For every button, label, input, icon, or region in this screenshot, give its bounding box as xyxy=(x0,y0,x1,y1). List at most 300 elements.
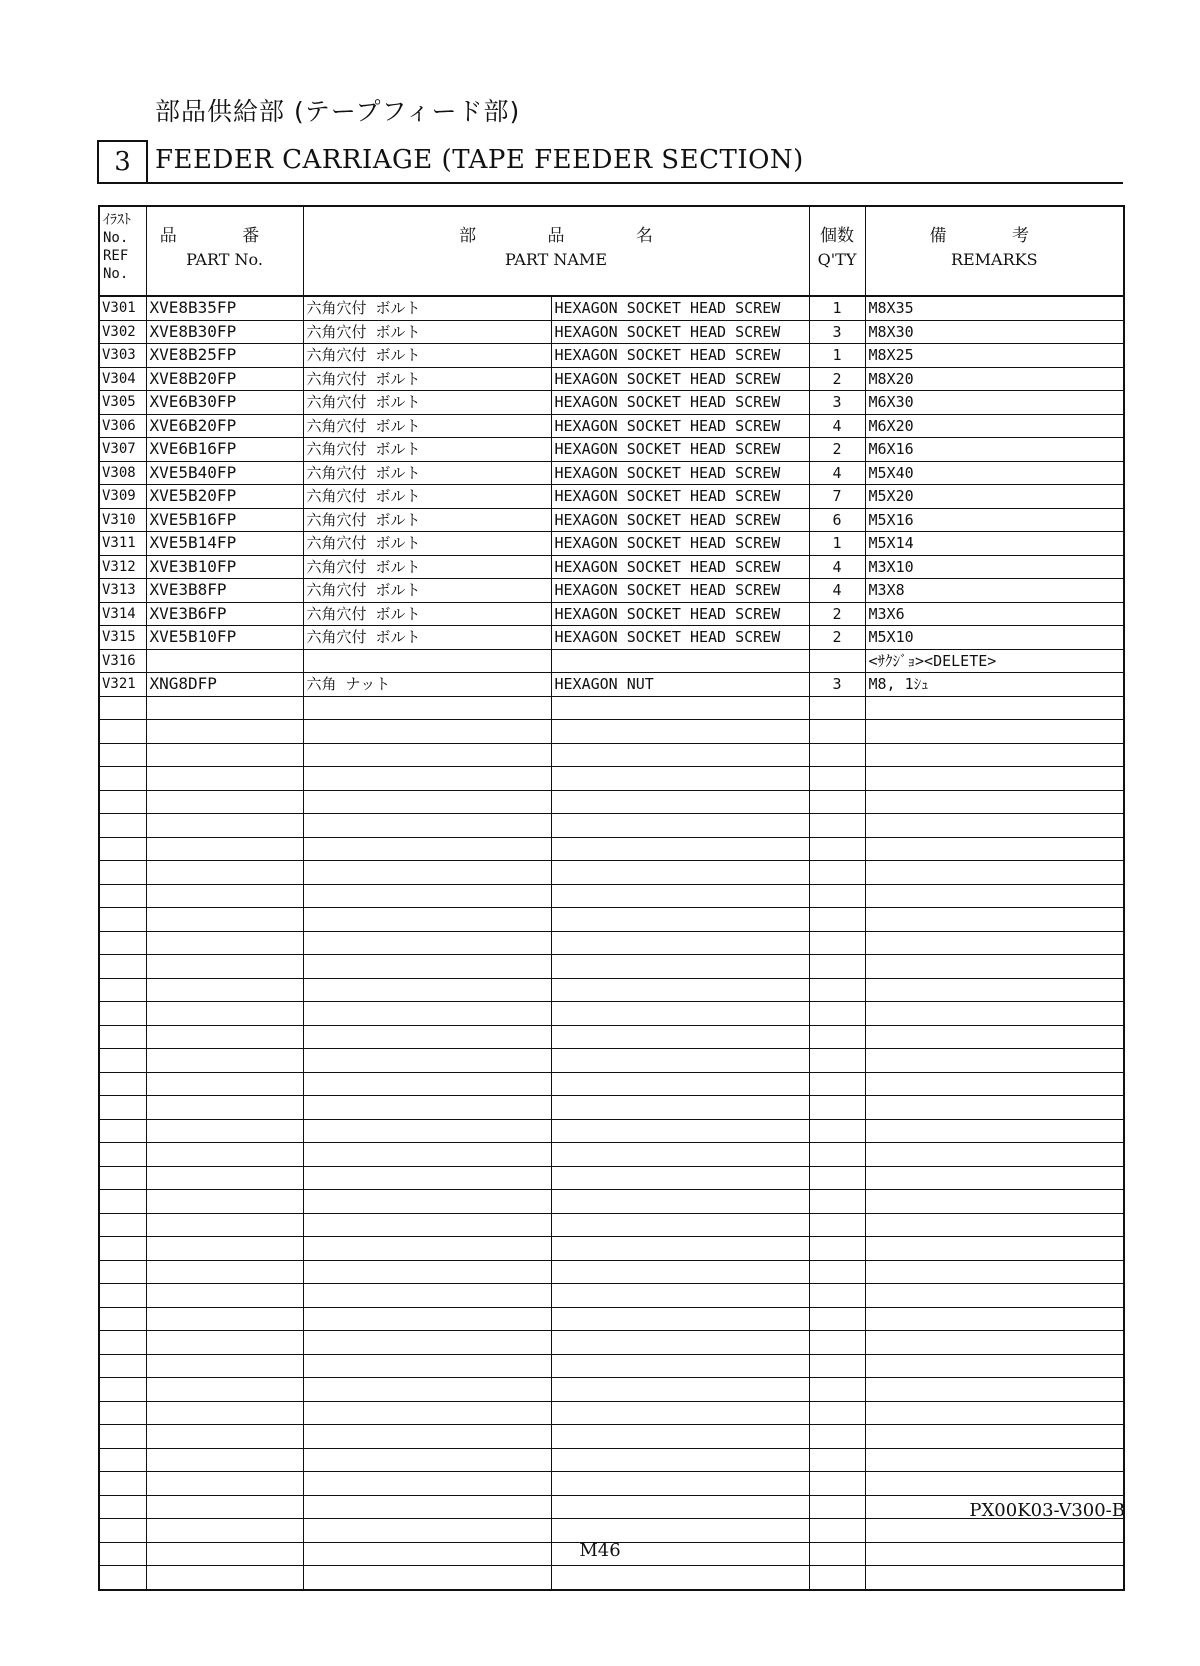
part-no-cell xyxy=(146,1190,303,1214)
table-row xyxy=(99,320,1124,344)
table-row xyxy=(99,602,1124,626)
part-name-jp-cell xyxy=(303,743,551,767)
ref-cell xyxy=(99,1237,146,1261)
part-name-jp-cell xyxy=(303,1354,551,1378)
header-remarks xyxy=(865,206,1124,296)
ref-cell xyxy=(99,767,146,791)
part-name-jp-cell xyxy=(303,931,551,955)
table-row xyxy=(99,1425,1124,1449)
qty-cell xyxy=(809,1049,865,1073)
part-no-cell xyxy=(146,837,303,861)
part-no-cell xyxy=(146,1331,303,1355)
part-name-en-cell xyxy=(551,1378,809,1402)
table-row xyxy=(99,696,1124,720)
part-name-jp-cell xyxy=(303,1072,551,1096)
part-name-en-cell: HEXAGON SOCKET HEAD SCREW xyxy=(551,391,809,415)
ref-cell xyxy=(99,955,146,979)
part-name-en-cell: HEXAGON SOCKET HEAD SCREW xyxy=(551,367,809,391)
remarks-cell xyxy=(865,1025,1124,1049)
table-row xyxy=(99,978,1124,1002)
part-no-cell xyxy=(146,814,303,838)
header-qty-en: Q'TY xyxy=(817,250,857,269)
qty-cell xyxy=(809,1284,865,1308)
part-name-en-cell xyxy=(551,1002,809,1026)
part-name-en-cell: HEXAGON SOCKET HEAD SCREW xyxy=(551,508,809,532)
part-no-cell: XVE6B30FP xyxy=(146,391,303,415)
qty-cell xyxy=(809,861,865,885)
part-name-jp-cell xyxy=(303,1049,551,1073)
table-row xyxy=(99,1049,1124,1073)
part-name-jp-cell xyxy=(303,1425,551,1449)
qty-cell: 2 xyxy=(809,602,865,626)
ref-cell: V307 xyxy=(99,438,146,462)
part-name-en-cell xyxy=(551,1237,809,1261)
remarks-cell xyxy=(865,1284,1124,1308)
table-row xyxy=(99,296,1124,320)
remarks-cell xyxy=(865,978,1124,1002)
table-row xyxy=(99,649,1124,673)
qty-cell xyxy=(809,1213,865,1237)
part-name-en-cell: HEXAGON SOCKET HEAD SCREW xyxy=(551,438,809,462)
qty-cell: 3 xyxy=(809,673,865,697)
part-name-jp-cell: 六角穴付 ボルト xyxy=(303,532,551,556)
part-no-cell xyxy=(146,1495,303,1519)
remarks-cell xyxy=(865,1143,1124,1167)
part-no-cell xyxy=(146,1566,303,1590)
part-no-cell xyxy=(146,1284,303,1308)
table-row xyxy=(99,1190,1124,1214)
part-no-cell xyxy=(146,978,303,1002)
part-no-cell xyxy=(146,1260,303,1284)
part-name-jp-cell xyxy=(303,1378,551,1402)
part-no-cell xyxy=(146,1378,303,1402)
part-no-cell: XVE5B14FP xyxy=(146,532,303,556)
qty-cell xyxy=(809,1119,865,1143)
qty-cell xyxy=(809,649,865,673)
header-part-no xyxy=(146,206,303,296)
table-row xyxy=(99,1213,1124,1237)
qty-cell xyxy=(809,955,865,979)
ref-cell: V305 xyxy=(99,391,146,415)
qty-cell xyxy=(809,767,865,791)
remarks-cell xyxy=(865,767,1124,791)
remarks-cell xyxy=(865,1260,1124,1284)
part-name-en-cell xyxy=(551,1072,809,1096)
part-name-en-cell xyxy=(551,1213,809,1237)
part-no-cell: XNG8DFP xyxy=(146,673,303,697)
qty-cell xyxy=(809,1425,865,1449)
part-name-en-cell: HEXAGON SOCKET HEAD SCREW xyxy=(551,579,809,603)
part-name-en-cell: HEXAGON SOCKET HEAD SCREW xyxy=(551,296,809,320)
title-rule xyxy=(97,182,1123,184)
part-no-cell xyxy=(146,884,303,908)
ref-cell xyxy=(99,1002,146,1026)
table-row xyxy=(99,955,1124,979)
part-no-cell xyxy=(146,1354,303,1378)
qty-cell: 1 xyxy=(809,532,865,556)
part-name-jp-cell: 六角穴付 ボルト xyxy=(303,296,551,320)
part-name-jp-cell: 六角穴付 ボルト xyxy=(303,344,551,368)
qty-cell: 2 xyxy=(809,626,865,650)
part-name-en-cell: HEXAGON SOCKET HEAD SCREW xyxy=(551,344,809,368)
part-name-en-cell xyxy=(551,955,809,979)
remarks-cell xyxy=(865,1307,1124,1331)
table-row xyxy=(99,438,1124,462)
table-row xyxy=(99,485,1124,509)
ref-cell xyxy=(99,1448,146,1472)
remarks-cell: M8X25 xyxy=(865,344,1124,368)
remarks-cell xyxy=(865,1354,1124,1378)
remarks-cell: <ｻｸｼﾞｮ><DELETE> xyxy=(865,649,1124,673)
ref-cell xyxy=(99,1143,146,1167)
qty-cell: 7 xyxy=(809,485,865,509)
remarks-cell xyxy=(865,931,1124,955)
header-ref-label: REF xyxy=(103,248,129,264)
qty-cell xyxy=(809,1190,865,1214)
remarks-cell xyxy=(865,1166,1124,1190)
ref-cell: V301 xyxy=(99,296,146,320)
part-no-cell: XVE8B25FP xyxy=(146,344,303,368)
part-name-en-cell xyxy=(551,1284,809,1308)
part-no-cell xyxy=(146,908,303,932)
qty-cell xyxy=(809,978,865,1002)
table-row xyxy=(99,1519,1124,1543)
part-no-cell xyxy=(146,743,303,767)
part-no-cell: XVE8B20FP xyxy=(146,367,303,391)
part-no-cell xyxy=(146,1143,303,1167)
qty-cell xyxy=(809,1331,865,1355)
remarks-cell xyxy=(865,720,1124,744)
ref-cell xyxy=(99,743,146,767)
ref-cell xyxy=(99,1401,146,1425)
table-row xyxy=(99,1143,1124,1167)
section-number: 3 xyxy=(97,140,148,184)
part-no-cell xyxy=(146,767,303,791)
part-name-en-cell: HEXAGON SOCKET HEAD SCREW xyxy=(551,414,809,438)
part-name-jp-cell: 六角穴付 ボルト xyxy=(303,320,551,344)
ref-cell xyxy=(99,1119,146,1143)
remarks-cell: M8X20 xyxy=(865,367,1124,391)
part-name-en-cell xyxy=(551,696,809,720)
part-no-cell xyxy=(146,1519,303,1543)
part-name-jp-cell xyxy=(303,1401,551,1425)
remarks-cell: M8X35 xyxy=(865,296,1124,320)
ref-cell xyxy=(99,1566,146,1590)
qty-cell xyxy=(809,1566,865,1590)
parts-table xyxy=(98,205,1125,1591)
part-name-jp-cell xyxy=(303,1213,551,1237)
header-part-name-jp-1: 部 xyxy=(459,226,477,246)
ref-cell xyxy=(99,1519,146,1543)
remarks-cell xyxy=(865,1448,1124,1472)
part-name-jp-cell xyxy=(303,1284,551,1308)
table-row xyxy=(99,508,1124,532)
remarks-cell: M8X30 xyxy=(865,320,1124,344)
part-name-jp-cell: 六角穴付 ボルト xyxy=(303,391,551,415)
remarks-cell: M6X20 xyxy=(865,414,1124,438)
part-name-jp-cell xyxy=(303,1237,551,1261)
ref-cell xyxy=(99,1260,146,1284)
table-row xyxy=(99,837,1124,861)
part-name-jp-cell: 六角穴付 ボルト xyxy=(303,602,551,626)
remarks-cell: M6X30 xyxy=(865,391,1124,415)
ref-cell xyxy=(99,837,146,861)
qty-cell xyxy=(809,837,865,861)
part-name-en-cell xyxy=(551,884,809,908)
qty-cell: 3 xyxy=(809,320,865,344)
part-name-jp-cell xyxy=(303,1025,551,1049)
ref-cell xyxy=(99,1166,146,1190)
part-no-cell xyxy=(146,931,303,955)
header-ref-no-label: No. xyxy=(103,230,129,246)
english-title: FEEDER CARRIAGE (TAPE FEEDER SECTION) xyxy=(155,145,804,175)
part-no-cell: XVE3B6FP xyxy=(146,602,303,626)
remarks-cell xyxy=(865,884,1124,908)
header-part-name-en: PART NAME xyxy=(505,250,607,269)
ref-cell xyxy=(99,696,146,720)
qty-cell xyxy=(809,1096,865,1120)
qty-cell xyxy=(809,1354,865,1378)
remarks-cell: M8, 1ｼｭ xyxy=(865,673,1124,697)
part-no-cell xyxy=(146,1119,303,1143)
table-row xyxy=(99,414,1124,438)
ref-cell: V321 xyxy=(99,673,146,697)
table-row xyxy=(99,1166,1124,1190)
remarks-cell xyxy=(865,1237,1124,1261)
part-no-cell: XVE6B20FP xyxy=(146,414,303,438)
part-no-cell: XVE5B10FP xyxy=(146,626,303,650)
part-name-en-cell xyxy=(551,790,809,814)
part-name-en-cell xyxy=(551,1096,809,1120)
ref-cell xyxy=(99,1190,146,1214)
part-name-jp-cell xyxy=(303,696,551,720)
ref-cell: V311 xyxy=(99,532,146,556)
part-name-jp-cell: 六角穴付 ボルト xyxy=(303,555,551,579)
part-name-en-cell xyxy=(551,743,809,767)
qty-cell xyxy=(809,1237,865,1261)
part-name-en-cell xyxy=(551,1049,809,1073)
qty-cell xyxy=(809,720,865,744)
table-row xyxy=(99,1260,1124,1284)
remarks-cell: M5X20 xyxy=(865,485,1124,509)
part-name-en-cell xyxy=(551,1331,809,1355)
page-number: M46 xyxy=(579,1540,621,1561)
ref-cell xyxy=(99,1425,146,1449)
part-name-jp-cell xyxy=(303,1331,551,1355)
part-name-en-cell xyxy=(551,908,809,932)
ref-cell xyxy=(99,1072,146,1096)
part-name-jp-cell xyxy=(303,978,551,1002)
part-name-en-cell: HEXAGON SOCKET HEAD SCREW xyxy=(551,555,809,579)
part-name-en-cell: HEXAGON SOCKET HEAD SCREW xyxy=(551,532,809,556)
qty-cell xyxy=(809,1260,865,1284)
ref-cell xyxy=(99,1284,146,1308)
part-name-en-cell: HEXAGON NUT xyxy=(551,673,809,697)
part-no-cell xyxy=(146,861,303,885)
part-name-en-cell xyxy=(551,837,809,861)
part-name-jp-cell xyxy=(303,861,551,885)
part-name-jp-cell xyxy=(303,649,551,673)
part-name-jp-cell: 六角 ナット xyxy=(303,673,551,697)
ref-cell xyxy=(99,1213,146,1237)
header-part-name-jp-3: 名 xyxy=(635,226,653,246)
part-name-jp-cell: 六角穴付 ボルト xyxy=(303,485,551,509)
header-qty xyxy=(809,206,865,296)
part-name-jp-cell: 六角穴付 ボルト xyxy=(303,414,551,438)
table-row xyxy=(99,1237,1124,1261)
table-row xyxy=(99,1002,1124,1026)
part-name-jp-cell xyxy=(303,1566,551,1590)
remarks-cell xyxy=(865,1072,1124,1096)
part-name-en-cell xyxy=(551,861,809,885)
remarks-cell xyxy=(865,1331,1124,1355)
part-no-cell xyxy=(146,1448,303,1472)
remarks-cell xyxy=(865,743,1124,767)
part-no-cell: XVE3B8FP xyxy=(146,579,303,603)
qty-cell xyxy=(809,696,865,720)
part-no-cell: XVE6B16FP xyxy=(146,438,303,462)
part-no-cell xyxy=(146,1025,303,1049)
qty-cell: 6 xyxy=(809,508,865,532)
qty-cell xyxy=(809,790,865,814)
part-name-jp-cell xyxy=(303,1143,551,1167)
part-no-cell xyxy=(146,1213,303,1237)
part-name-jp-cell xyxy=(303,1495,551,1519)
part-no-cell: XVE8B30FP xyxy=(146,320,303,344)
header-ref-no2-label: No. xyxy=(103,266,129,282)
part-no-cell: XVE8B35FP xyxy=(146,296,303,320)
part-name-en-cell: HEXAGON SOCKET HEAD SCREW xyxy=(551,626,809,650)
qty-cell xyxy=(809,1378,865,1402)
remarks-cell: M5X40 xyxy=(865,461,1124,485)
qty-cell xyxy=(809,931,865,955)
part-name-jp-cell xyxy=(303,1119,551,1143)
part-name-jp-cell xyxy=(303,1166,551,1190)
qty-cell xyxy=(809,1401,865,1425)
part-name-jp-cell xyxy=(303,720,551,744)
ref-cell xyxy=(99,931,146,955)
ref-cell xyxy=(99,861,146,885)
part-no-cell: XVE5B20FP xyxy=(146,485,303,509)
remarks-cell: M5X10 xyxy=(865,626,1124,650)
part-name-jp-cell xyxy=(303,1002,551,1026)
qty-cell: 4 xyxy=(809,555,865,579)
table-row xyxy=(99,461,1124,485)
part-no-cell xyxy=(146,955,303,979)
table-row xyxy=(99,1025,1124,1049)
remarks-cell: M6X16 xyxy=(865,438,1124,462)
qty-cell: 2 xyxy=(809,438,865,462)
header-ref-jp: ｲﾗｽﾄ xyxy=(103,212,131,228)
remarks-cell xyxy=(865,955,1124,979)
part-name-en-cell xyxy=(551,1354,809,1378)
part-name-jp-cell xyxy=(303,837,551,861)
parts-table-body xyxy=(99,296,1124,1590)
part-name-jp-cell xyxy=(303,1307,551,1331)
table-row xyxy=(99,861,1124,885)
qty-cell: 3 xyxy=(809,391,865,415)
part-name-jp-cell xyxy=(303,814,551,838)
part-name-en-cell xyxy=(551,720,809,744)
table-row xyxy=(99,532,1124,556)
part-name-en-cell xyxy=(551,1190,809,1214)
table-row xyxy=(99,908,1124,932)
ref-cell: V304 xyxy=(99,367,146,391)
qty-cell xyxy=(809,1495,865,1519)
table-row xyxy=(99,720,1124,744)
part-name-en-cell xyxy=(551,1025,809,1049)
table-row xyxy=(99,1119,1124,1143)
ref-cell xyxy=(99,1354,146,1378)
part-no-cell xyxy=(146,696,303,720)
ref-cell xyxy=(99,720,146,744)
remarks-cell xyxy=(865,1401,1124,1425)
header-part-name-jp-2: 品 xyxy=(547,226,565,246)
header-remarks-jp: 備 考 xyxy=(929,226,1059,246)
part-name-en-cell xyxy=(551,814,809,838)
qty-cell: 1 xyxy=(809,296,865,320)
table-row xyxy=(99,743,1124,767)
remarks-cell xyxy=(865,1096,1124,1120)
ref-cell: V315 xyxy=(99,626,146,650)
part-name-en-cell xyxy=(551,1260,809,1284)
table-row xyxy=(99,1378,1124,1402)
table-row xyxy=(99,814,1124,838)
part-name-jp-cell xyxy=(303,955,551,979)
part-no-cell xyxy=(146,720,303,744)
part-name-en-cell xyxy=(551,978,809,1002)
table-row xyxy=(99,391,1124,415)
part-name-jp-cell: 六角穴付 ボルト xyxy=(303,438,551,462)
ref-cell xyxy=(99,1025,146,1049)
ref-cell xyxy=(99,790,146,814)
part-name-jp-cell xyxy=(303,1472,551,1496)
qty-cell: 2 xyxy=(809,367,865,391)
qty-cell xyxy=(809,884,865,908)
table-row xyxy=(99,790,1124,814)
part-name-en-cell xyxy=(551,767,809,791)
remarks-cell: M5X16 xyxy=(865,508,1124,532)
part-name-jp-cell xyxy=(303,908,551,932)
remarks-cell xyxy=(865,1378,1124,1402)
ref-cell xyxy=(99,884,146,908)
table-row xyxy=(99,1401,1124,1425)
ref-cell xyxy=(99,1096,146,1120)
part-no-cell xyxy=(146,790,303,814)
ref-cell xyxy=(99,978,146,1002)
remarks-cell xyxy=(865,1190,1124,1214)
part-name-en-cell: HEXAGON SOCKET HEAD SCREW xyxy=(551,602,809,626)
remarks-cell xyxy=(865,1049,1124,1073)
ref-cell xyxy=(99,1472,146,1496)
table-row xyxy=(99,1354,1124,1378)
part-name-jp-cell xyxy=(303,1519,551,1543)
part-no-cell xyxy=(146,1425,303,1449)
header-ref-no xyxy=(99,206,146,296)
part-name-jp-cell: 六角穴付 ボルト xyxy=(303,367,551,391)
document-code: PX00K03-V300-B xyxy=(969,1500,1125,1521)
part-no-cell: XVE3B10FP xyxy=(146,555,303,579)
ref-cell xyxy=(99,1331,146,1355)
table-row xyxy=(99,1096,1124,1120)
part-name-en-cell xyxy=(551,1566,809,1590)
qty-cell xyxy=(809,1472,865,1496)
table-row xyxy=(99,626,1124,650)
qty-cell: 1 xyxy=(809,344,865,368)
ref-cell: V309 xyxy=(99,485,146,509)
table-row xyxy=(99,931,1124,955)
qty-cell xyxy=(809,814,865,838)
